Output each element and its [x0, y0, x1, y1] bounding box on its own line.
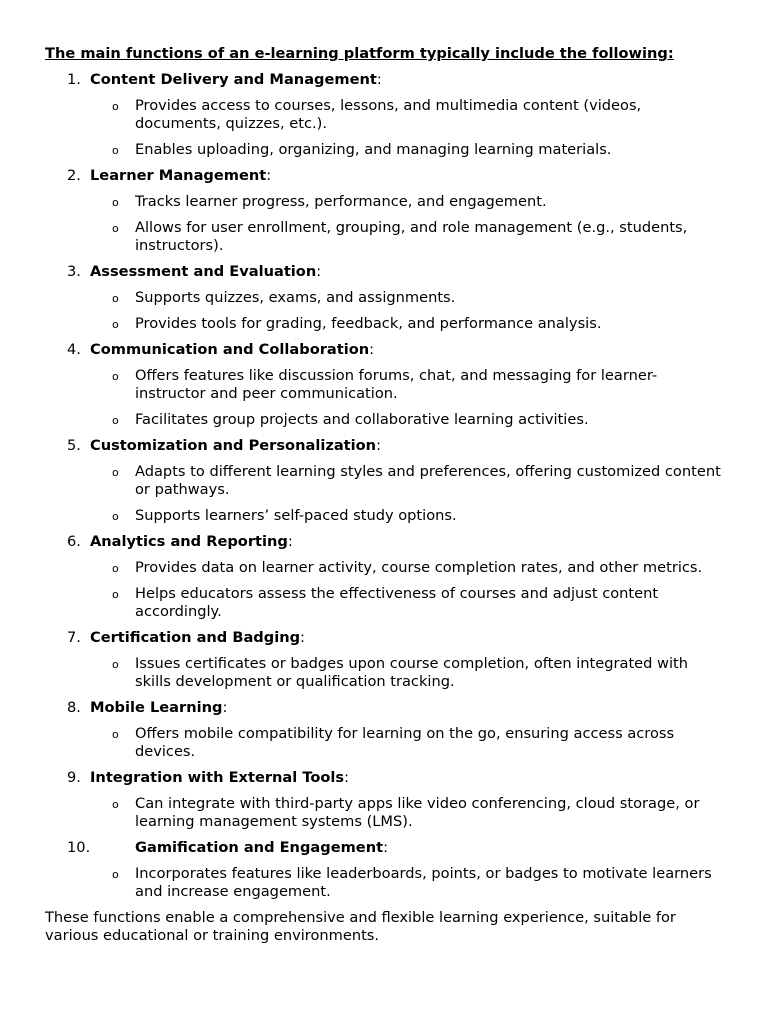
function-number: 2. — [67, 167, 81, 184]
list-item-text: Provides data on learner activity, course completion rates, and other metrics. — [135, 559, 703, 576]
function-colon: : — [344, 769, 350, 786]
list-item-text: Can integrate with third-party apps like video conferencing, cloud storage, or learning management systems (LMS). — [135, 795, 700, 830]
function-name: Gamification and Engagement — [135, 839, 384, 856]
closing-paragraph: These functions enable a comprehensive and flexible learning experience, suitable for various educational or training environments. — [45, 909, 676, 944]
list-item-text: Offers features like discussion forums, chat, and messaging for learner-instructor and peer communication. — [135, 367, 658, 402]
function-number: 10. — [67, 839, 91, 856]
function-colon: : — [369, 341, 375, 358]
bullet-icon: o — [112, 370, 119, 383]
function-heading — [45, 839, 722, 857]
list-item — [45, 219, 722, 255]
list-item — [45, 97, 722, 133]
list-item — [45, 507, 722, 525]
bullet-icon: o — [112, 728, 119, 741]
list-item-text: Incorporates features like leaderboards, points, or badges to motivate learners and increase engagement. — [135, 865, 712, 900]
list-item — [45, 193, 722, 211]
list-item-text: Offers mobile compatibility for learning on the go, ensuring access across devices. — [135, 725, 675, 760]
list-item — [45, 559, 722, 577]
bullet-icon: o — [112, 868, 119, 881]
list-item — [45, 411, 722, 429]
list-item-text: Issues certificates or badges upon course completion, often integrated with skills development or qualification tracking. — [135, 655, 689, 690]
function-points — [45, 367, 722, 429]
function-number: 8. — [67, 699, 81, 716]
bullet-icon: o — [112, 466, 119, 479]
function-colon: : — [222, 699, 228, 716]
function-points — [45, 463, 722, 525]
function-points — [45, 289, 722, 333]
list-item — [45, 655, 722, 691]
function-name: Content Delivery and Management — [90, 71, 377, 88]
function-colon: : — [376, 437, 381, 454]
function-number: 5. — [67, 437, 81, 454]
function-item — [45, 533, 722, 621]
function-points — [45, 865, 722, 901]
bullet-icon: o — [112, 100, 119, 113]
list-item — [45, 289, 722, 307]
function-heading — [45, 533, 722, 551]
function-number: 3. — [67, 263, 81, 280]
list-item — [45, 795, 722, 831]
function-number: 6. — [67, 533, 81, 550]
list-item — [45, 585, 722, 621]
bullet-icon: o — [112, 798, 119, 811]
list-item-text: Supports quizzes, exams, and assignments. — [135, 289, 456, 306]
function-item — [45, 341, 722, 429]
function-number: 4. — [67, 341, 81, 358]
bullet-icon: o — [112, 658, 119, 671]
list-item — [45, 463, 722, 499]
function-points — [45, 97, 722, 159]
function-points — [45, 193, 722, 255]
document-title: The main functions of an e-learning platform typically include the following: — [45, 45, 674, 62]
function-heading — [45, 263, 722, 281]
function-heading — [45, 341, 722, 359]
function-name: Integration with External Tools — [90, 769, 345, 786]
list-item-text: Supports learners’ self-paced study options. — [135, 507, 457, 524]
function-name: Certification and Badging — [90, 629, 301, 646]
function-name: Communication and Collaboration — [90, 341, 370, 358]
list-item-text: Allows for user enrollment, grouping, and role management (e.g., students, instructors). — [135, 219, 688, 254]
list-item — [45, 367, 722, 403]
function-number: 1. — [67, 71, 81, 88]
function-colon: : — [376, 71, 382, 88]
list-item — [45, 725, 722, 761]
bullet-icon: o — [112, 196, 119, 209]
bullet-icon: o — [112, 318, 119, 331]
function-number: 9. — [67, 769, 81, 786]
function-colon: : — [287, 533, 293, 550]
function-heading — [45, 71, 722, 89]
function-heading — [45, 437, 722, 455]
function-points — [45, 655, 722, 691]
function-heading — [45, 629, 722, 647]
function-item — [45, 263, 722, 333]
function-name: Assessment and Evaluation — [90, 263, 317, 280]
bullet-icon: o — [112, 414, 119, 427]
function-name: Customization and Personalization — [90, 437, 377, 454]
function-number: 7. — [67, 629, 81, 646]
function-name: Learner Management — [90, 167, 267, 184]
list-item-text: Provides tools for grading, feedback, and performance analysis. — [135, 315, 602, 332]
function-colon: : — [316, 263, 322, 280]
function-colon: : — [300, 629, 305, 646]
bullet-icon: o — [112, 222, 119, 235]
function-colon: : — [383, 839, 388, 856]
list-item — [45, 141, 722, 159]
bullet-icon: o — [112, 562, 119, 575]
list-item — [45, 865, 722, 901]
functions-list — [45, 71, 722, 901]
function-item — [45, 629, 722, 691]
function-name: Mobile Learning — [90, 699, 223, 716]
bullet-icon: o — [112, 510, 119, 523]
list-item — [45, 315, 722, 333]
function-item — [45, 167, 722, 255]
function-item — [45, 699, 722, 761]
list-item-text: Tracks learner progress, performance, and engagement. — [135, 193, 547, 210]
function-heading — [45, 699, 722, 717]
function-item — [45, 71, 722, 159]
function-colon: : — [266, 167, 272, 184]
list-item-text: Helps educators assess the effectiveness of courses and adjust content accordingly. — [135, 585, 659, 620]
list-item-text: Facilitates group projects and collaborative learning activities. — [135, 411, 589, 428]
function-points — [45, 725, 722, 761]
bullet-icon: o — [112, 292, 119, 305]
bullet-icon: o — [112, 588, 119, 601]
bullet-icon: o — [112, 144, 119, 157]
function-name: Analytics and Reporting — [90, 533, 288, 550]
function-heading — [45, 769, 722, 787]
list-item-text: Provides access to courses, lessons, and multimedia content (videos, documents, quizzes, etc.). — [135, 97, 642, 132]
function-item — [45, 769, 722, 831]
function-heading — [45, 167, 722, 185]
function-points — [45, 559, 722, 621]
list-item-text: Adapts to different learning styles and preferences, offering customized content or pathways. — [135, 463, 721, 498]
function-points — [45, 795, 722, 831]
function-item — [45, 839, 722, 901]
function-item — [45, 437, 722, 525]
list-item-text: Enables uploading, organizing, and managing learning materials. — [135, 141, 612, 158]
